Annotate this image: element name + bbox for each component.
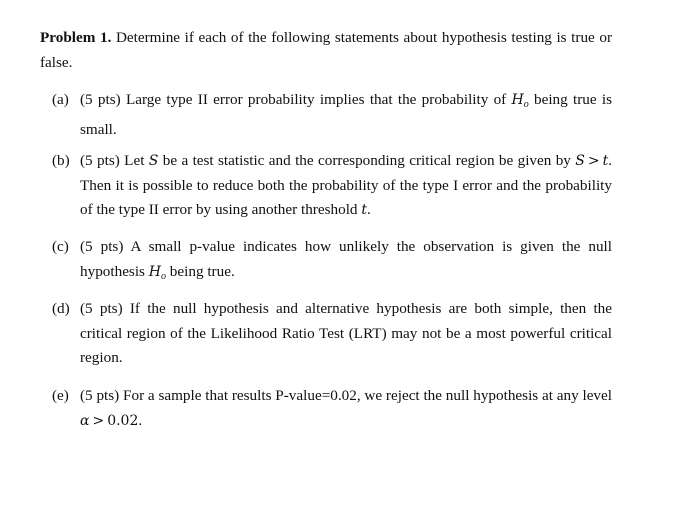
problem-label: Problem 1.	[40, 29, 112, 46]
part-b-var-s: S	[148, 153, 159, 169]
part-e-gt-sign: >	[92, 412, 105, 429]
part-c-var-h: H	[148, 263, 161, 280]
part-a-label: (a)	[52, 91, 69, 108]
part-c-points: (5 pts)	[80, 238, 124, 255]
part-b-var-s-2: S	[575, 153, 585, 169]
part-b-var-t: t	[602, 153, 609, 169]
part-c-text-2: being true.	[169, 262, 235, 280]
part-b-text-4: .	[366, 201, 371, 218]
part-c-label: (c)	[52, 238, 69, 255]
part-e-label: (e)	[52, 387, 69, 404]
part-e-text-1: For a sample that results P-value=0.02, we reject the null hypothesis at any level	[123, 387, 612, 404]
part-a	[52, 88, 612, 142]
problem-statement	[40, 26, 612, 75]
part-a-text-1: Large type II error probability implies that the probability of	[125, 91, 507, 108]
part-c	[52, 235, 612, 289]
part-c-sub-o: o	[161, 270, 166, 282]
part-d	[52, 297, 612, 371]
part-e-body	[80, 384, 612, 433]
part-a-points: (5 pts)	[80, 91, 121, 108]
part-c-body	[80, 235, 612, 289]
part-a-var-h: H	[511, 92, 524, 108]
problem-intro: Determine if each of the following statements about hypothesis testing is true or false.	[40, 29, 613, 71]
part-a-body	[80, 88, 612, 142]
part-b-gt-sign: >	[587, 153, 600, 169]
part-b-text-2: be a test statistic and the corresponding critical region be given by	[162, 152, 571, 169]
part-e-value: 0.02	[107, 412, 139, 429]
part-b-points: (5 pts)	[80, 152, 120, 169]
part-b-body	[80, 149, 612, 223]
part-b	[52, 149, 612, 223]
part-d-text-1: If the null hypothesis and alternative hypothesis are both simple, then the critical region of the Likelihood Ratio Test (LRT) may not be a most powerful critical region.	[80, 300, 613, 366]
part-d-body	[80, 297, 612, 371]
part-a-sub-o: o	[523, 99, 529, 110]
part-e-var-alpha: α	[80, 412, 90, 429]
part-b-text-1: Let	[124, 152, 145, 169]
part-c-text-1: A small p-value indicates how unlikely the observation is given the null hypothesis	[80, 238, 612, 280]
part-e-text-2: .	[138, 411, 143, 429]
part-a-text-2: being true is small.	[80, 91, 612, 138]
part-e	[52, 384, 612, 433]
part-d-points: (5 pts)	[80, 300, 123, 317]
part-e-points: (5 pts)	[80, 387, 120, 404]
part-b-text-3: . Then it is possible to reduce both the probability of the type I error and the probability of the type II error by using another threshold	[80, 152, 613, 218]
part-d-label: (d)	[52, 300, 70, 317]
part-b-label: (b)	[52, 152, 70, 169]
part-b-var-t-2: t	[361, 202, 367, 218]
